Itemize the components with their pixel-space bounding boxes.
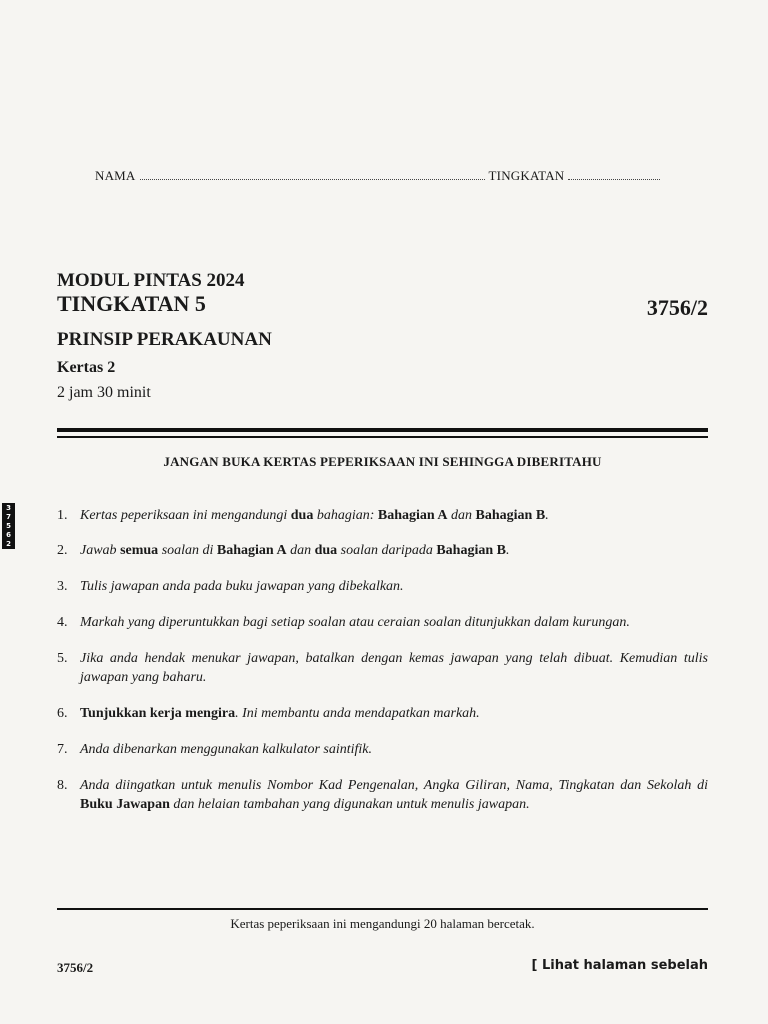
instruction-item — [57, 704, 708, 723]
instruction-item — [57, 776, 708, 814]
class-blank — [568, 179, 660, 180]
side-digit: 3 — [6, 503, 11, 512]
instruction-item — [57, 740, 708, 759]
instruction-text: Anda dibenarkan menggunakan kalkulator saintifik. — [80, 742, 373, 757]
instruction-number: 3. — [57, 579, 68, 594]
title-block — [57, 270, 272, 402]
paper-code: 3756/2 — [646, 295, 708, 320]
instruction-item — [57, 613, 708, 632]
instruction-item — [57, 506, 708, 525]
instruction-text: Tunjukkan kerja mengira. Ini membantu anda mendapatkan markah. — [80, 706, 480, 721]
instruction-number: 6. — [57, 706, 68, 721]
instruction-number: 2. — [57, 543, 68, 558]
instruction-list — [57, 506, 708, 814]
instruction-text: Tulis jawapan anda pada buku jawapan yang dibekalkan. — [80, 579, 404, 594]
instruction-text: Kertas peperiksaan ini mengandungi dua bahagian: Bahagian A dan Bahagian B. — [80, 508, 549, 523]
side-digit: 7 — [6, 512, 11, 521]
name-blank — [140, 179, 485, 180]
instruction-number: 1. — [57, 508, 68, 523]
turn-page-note: [ Lihat halaman sebelah — [531, 958, 708, 973]
side-digit: 5 — [6, 521, 11, 530]
side-code-tab — [2, 503, 15, 549]
instruction-number: 7. — [57, 742, 68, 757]
side-digit: 2 — [6, 540, 11, 549]
student-info-row — [95, 168, 664, 184]
paper-number: Kertas 2 — [57, 359, 116, 376]
instruction-text: Anda diingatkan untuk menulis Nombor Kad Pengenalan, Angka Giliran, Nama, Tingkatan dan Sekolah di Buku Jawapan dan helaian tambahan yang digunakan untuk menulis jawapan. — [80, 778, 708, 812]
exam-warning: JANGAN BUKA KERTAS PEPERIKSAAN INI SEHINGGA DIBERITAHU — [163, 454, 602, 469]
instruction-number: 8. — [57, 778, 68, 793]
instruction-item — [57, 577, 708, 596]
form-level: TINGKATAN 5 — [57, 291, 206, 316]
instruction-text: Jawab semua soalan di Bahagian A dan dua soalan daripada Bahagian B. — [80, 543, 510, 558]
footer-divider — [57, 908, 708, 910]
side-digit: 6 — [6, 531, 11, 540]
page-count-note: Kertas peperiksaan ini mengandungi 20 halaman bercetak. — [230, 916, 535, 931]
exam-duration: 2 jam 30 minit — [57, 384, 151, 401]
class-label: TINGKATAN — [488, 168, 565, 183]
instruction-item — [57, 541, 708, 560]
instruction-number: 5. — [57, 651, 68, 666]
footer-paper-code: 3756/2 — [57, 960, 94, 975]
name-label: NAMA — [95, 168, 136, 183]
subject-title: PRINSIP PERAKAUNAN — [57, 329, 272, 350]
module-title: MODUL PINTAS 2024 — [57, 270, 245, 291]
instruction-number: 4. — [57, 615, 68, 630]
thin-divider — [57, 436, 708, 438]
instruction-text: Markah yang diperuntukkan bagi setiap soalan atau ceraian soalan ditunjukkan dalam kurungan. — [80, 615, 630, 630]
instruction-text: Jika anda hendak menukar jawapan, batalkan dengan kemas jawapan yang telah dibuat. Kemudian tulis jawapan yang baharu. — [80, 651, 708, 685]
thick-divider — [57, 428, 708, 432]
instruction-item — [57, 649, 708, 687]
